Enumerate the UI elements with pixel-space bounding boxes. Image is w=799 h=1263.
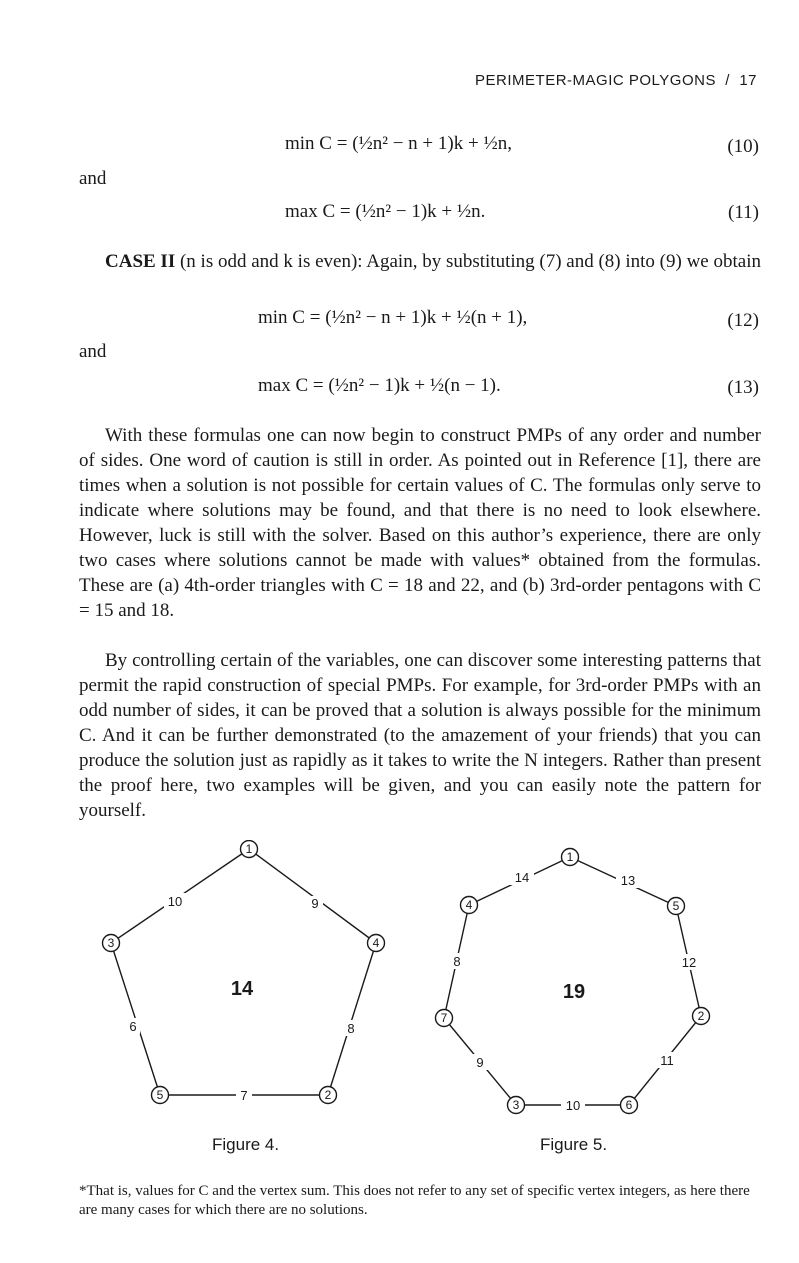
figure-5-heptagon <box>425 840 720 1130</box>
figure-5-caption: Figure 5. <box>540 1135 608 1154</box>
paragraph-patterns <box>79 648 761 823</box>
figure-5-edge-label: 12 <box>681 955 697 970</box>
running-title: PERIMETER-MAGIC POLYGONS <box>475 72 716 89</box>
case-ii-text: (n is odd and k is even): Again, by substituting (7) and (8) into (9) we obtain <box>175 251 761 272</box>
case-ii-paragraph <box>79 249 761 274</box>
figure-5-edge-label: 11 <box>660 1053 674 1068</box>
equation-10-number: (10) <box>727 136 759 157</box>
figure-4-vertex-label: 1 <box>245 842 253 856</box>
figure-5-edge-label: 8 <box>453 954 461 969</box>
equation-12: min C = (½n² − n + 1)k + ½(n + 1), <box>258 307 528 328</box>
figure-4-edge-label: 9 <box>311 896 319 911</box>
equation-12-number: (12) <box>727 310 759 331</box>
figure-5-vertex-label: 5 <box>672 899 680 913</box>
figure-4-vertex-label: 5 <box>156 1088 164 1102</box>
figure-4-center-sum: 14 <box>230 978 254 1000</box>
figure-4-edge-label: 8 <box>347 1021 355 1036</box>
figure-5-vertex-label: 2 <box>697 1009 705 1023</box>
figure-5-edge-label: 10 <box>565 1098 581 1113</box>
equation-11-number: (11) <box>728 202 759 223</box>
figure-4-pentagon <box>95 840 395 1130</box>
figure-4-vertex-label: 4 <box>372 936 380 950</box>
figure-4-edge-label: 6 <box>129 1019 137 1034</box>
header-separator: / <box>725 72 730 89</box>
case-ii-label: CASE II <box>105 251 176 272</box>
footnote: *That is, values for C and the vertex sum. This does not refer to any set of specific vertex integers, as here there are many cases for which there are no solutions. <box>79 1183 750 1218</box>
figure-5-vertex-label: 4 <box>465 898 473 912</box>
connector-and-1: and <box>79 168 107 189</box>
page-number: 17 <box>739 72 757 89</box>
figure-5-edge-label: 9 <box>476 1055 484 1070</box>
running-header <box>475 72 757 89</box>
figure-4-edge-label: 10 <box>167 894 183 909</box>
figure-4-side <box>328 943 376 1095</box>
figure-4-vertex-label: 2 <box>324 1088 332 1102</box>
equation-10: min C = (½n² − n + 1)k + ½n, <box>285 133 512 154</box>
figure-5-center-sum: 19 <box>562 981 586 1003</box>
figure-5-edge-label: 14 <box>514 870 530 885</box>
figure-5-vertex-label: 7 <box>440 1011 448 1025</box>
paragraph-formulas <box>79 423 761 623</box>
connector-and-2: and <box>79 341 107 362</box>
paragraph-formulas-text: With these formulas one can now begin to construct PMPs of any order and number of sides. One word of caution is still in order. As pointed out in Reference [1], there are times when a solution is not possible for certain values of C. The formulas only serve to indicate where solutions may be found, and that there is no need to look elsewhere. However, luck is still with the solver. Based on this author’s experience, there are only two cases where solutions cannot be made with values* obtained from the formulas. These are (a) 4th-order triangles with C = 18 and 22, and (b) 3rd-order pentagons with C = 15 and 18. <box>79 425 761 621</box>
figure-5-vertex-label: 1 <box>566 850 574 864</box>
figure-5-vertex-label: 3 <box>512 1098 520 1112</box>
equation-13-number: (13) <box>727 377 759 398</box>
paragraph-patterns-text: By controlling certain of the variables, one can discover some interesting patterns that permit the rapid construction of special PMPs. For example, for 3rd-order PMPs with an odd number of sides, it can be proved that a solution is always possible for the minimum C. And it can be further demonstrated (to the amazement of your friends) that you can produce the solution just as rapidly as it takes to write the N integers. Rather than present the proof here, two examples will be given, and you can easily note the pattern for yourself. <box>79 650 761 821</box>
equation-13: max C = (½n² − 1)k + ½(n − 1). <box>258 375 501 396</box>
figure-4-vertex-label: 3 <box>107 936 115 950</box>
figure-4-edge-label: 7 <box>240 1088 248 1103</box>
equation-11: max C = (½n² − 1)k + ½n. <box>285 201 486 222</box>
figure-5-edge-label: 13 <box>620 873 636 888</box>
figure-4-caption: Figure 4. <box>212 1135 280 1154</box>
figure-5-vertex-label: 6 <box>625 1098 633 1112</box>
